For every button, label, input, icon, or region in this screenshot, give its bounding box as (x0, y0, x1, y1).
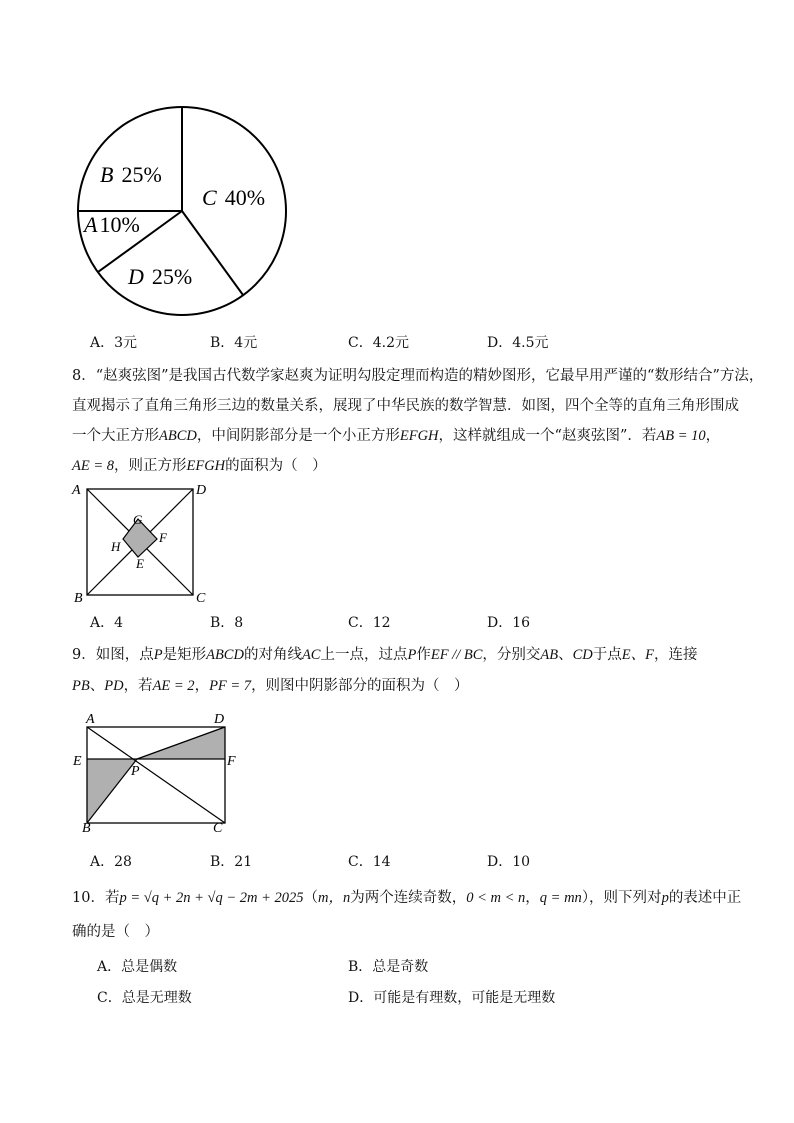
label-f: F (227, 754, 236, 769)
label-a: A (72, 483, 81, 498)
q8-line-2: 直观揭示了直角三角形三边的数量关系，展现了中华民族的数学智慧．如图，四个全等的直角三角形围成 (72, 398, 739, 414)
q9-line-2: PB、PD，若AE = 2，PF = 7，则图中阴影部分的面积为（ ） (72, 678, 469, 694)
label-e: E (73, 754, 82, 769)
square-efgh: EFGH (399, 428, 439, 444)
q8-figure (70, 478, 220, 606)
q7-option-d: D．4.5元 (487, 335, 549, 351)
label-g: G (133, 512, 143, 527)
q10-option-a: A．总是偶数 (97, 959, 178, 975)
pie-label-a: A10% (84, 212, 140, 237)
label-d: D (214, 712, 225, 727)
q10-option-b: B．总是奇数 (348, 959, 429, 975)
q10-line-1: 10．若p = √q + 2n + √q − 2m + 2025（m，n为两个连续奇数，0 < m < n，q = mn），则下列对p的表述中正 (72, 890, 742, 906)
q9-figure (70, 708, 250, 836)
q8-option-c: C．12 (348, 615, 391, 631)
q7-option-b: B．4元 (210, 335, 258, 351)
q8-line-3: 一个大正方形ABCD，中间阴影部分是一个小正方形EFGH，这样就组成一个“赵爽弦图”．若AB = 10， (72, 428, 721, 444)
q8-line-1: 8．“赵爽弦图”是我国古代数学家赵爽为证明勾股定理而构造的精妙图形，它最早用严谨的“数形结合”方法， (72, 368, 764, 384)
label-c: C (196, 591, 206, 606)
q10-option-d: D．可能是有理数，可能是无理数 (348, 990, 556, 1006)
label-h: H (111, 539, 121, 554)
condition-ae: AE = 8 (72, 458, 114, 474)
q9-option-a: A．28 (90, 854, 132, 870)
q9-option-c: C．14 (348, 854, 391, 870)
square-abcd: ABCD (159, 428, 197, 444)
label-d: D (196, 483, 207, 498)
q8-line-4: AE = 8，则正方形EFGH的面积为（ ） (72, 458, 327, 474)
q8-option-a: A．4 (90, 615, 124, 631)
pie-label-d: D 25% (128, 264, 193, 289)
pie-label-b: B 25% (100, 162, 162, 187)
label-p: P (131, 764, 140, 779)
square-efgh-2: EFGH (186, 458, 226, 474)
q10-line-2: 确的是（ ） (72, 924, 159, 940)
label-a: A (86, 712, 95, 727)
q8-option-b: B．8 (210, 615, 244, 631)
q8-option-d: D．16 (487, 615, 531, 631)
label-b: B (82, 821, 91, 836)
pie-chart (70, 100, 295, 325)
label-f: F (159, 530, 167, 545)
pie-label-c: C 40% (202, 185, 266, 210)
q10-option-c: C．总是无理数 (97, 990, 192, 1006)
label-c: C (213, 821, 223, 836)
condition-ab: AB = 10 (656, 428, 706, 444)
q9-option-b: B．21 (210, 854, 253, 870)
q7-option-a: A．3元 (90, 335, 138, 351)
label-e: E (136, 556, 144, 571)
q9-line-1: 9．如图，点P是矩形ABCD的对角线AC上一点，过点P作EF // BC，分别交AB、CD于点E、F，连接 (72, 647, 698, 663)
label-b: B (74, 591, 83, 606)
q10-formula: p = √q + 2n + √q − 2m + 2025 (119, 890, 304, 906)
q9-option-d: D．10 (487, 854, 531, 870)
q7-option-c: C．4.2元 (348, 335, 409, 351)
